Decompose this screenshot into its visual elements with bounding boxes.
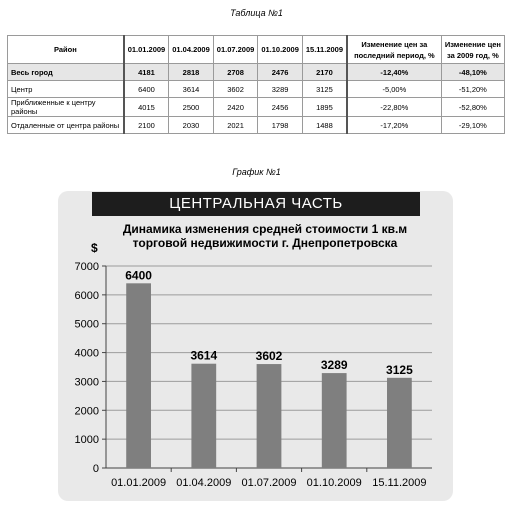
x-tick-label: 15.11.2009 [372,477,427,489]
cell-value: 2500 [169,98,214,117]
col-header-date-5: 15.11.2009 [302,36,347,64]
cell-value: 4181 [124,64,169,81]
cell-value: 2030 [169,117,214,134]
col-header-date-1: 01.01.2009 [124,36,169,64]
bar-data-label: 3614 [190,348,218,363]
cell-value: 3289 [258,81,303,98]
y-tick-label: 5000 [74,318,99,331]
cell-change-period: -17,20% [347,117,441,134]
chart-title: Динамика изменения средней стоимости 1 кв.м торговой недвижимости г. Днепропетровска [122,222,408,250]
cell-value: 2100 [124,117,169,134]
row-name: Весь город [8,64,124,81]
x-tick-label: 01.01.2009 [111,477,167,489]
x-tick-label: 01.04.2009 [176,477,232,489]
col-header-change-period: Изменение цен за последний период, % [347,36,441,64]
cell-change-year: -48,10% [441,64,504,81]
cell-value: 3614 [169,81,214,98]
x-tick-label: 01.10.2009 [306,477,362,489]
bar [191,364,216,468]
y-tick-label: 0 [92,463,99,475]
y-tick-label: 1000 [74,434,99,447]
cell-value: 2456 [258,98,303,117]
y-tick-label: 3000 [74,376,99,389]
cell-value: 2021 [213,117,258,134]
col-header-date-3: 01.07.2009 [213,36,258,64]
cell-value: 6400 [124,81,169,98]
bar [387,378,412,468]
y-axis-label: $ [91,241,98,255]
col-header-date-2: 01.04.2009 [169,36,214,64]
chart-caption: График №1 [232,167,281,177]
bar-data-label: 6400 [125,268,152,283]
col-header-district: Район [8,36,124,64]
y-tick-label: 2000 [74,405,99,418]
bar [257,364,282,468]
bar-data-label: 3289 [320,358,348,373]
row-name: Центр [8,81,124,98]
cell-change-year: -29,10% [441,117,504,134]
bar [126,283,151,468]
chart-banner: ЦЕНТРАЛЬНАЯ ЧАСТЬ [92,192,420,216]
cell-value: 2708 [213,64,258,81]
y-tick-label: 4000 [74,347,99,360]
row-name: Отдаленные от центра районы [8,117,124,134]
col-header-change-year: Изменение цен за 2009 год, % [441,36,504,64]
cell-change-period: -12,40% [347,64,441,81]
cell-value: 1895 [302,98,347,117]
bar [322,373,347,468]
cell-change-year: -52,80% [441,98,504,117]
x-tick-label: 01.07.2009 [241,477,297,489]
cell-change-period: -22,80% [347,98,441,117]
cell-value: 2476 [258,64,303,81]
table-caption: Таблица №1 [230,8,283,18]
row-name: Приближенные к центру районы [8,98,124,117]
y-tick-label: 7000 [74,261,99,273]
cell-value: 2170 [302,64,347,81]
y-tick-label: 6000 [74,289,99,302]
bar-data-label: 3125 [386,362,413,377]
cell-value: 1488 [302,117,347,134]
cell-value: 4015 [124,98,169,117]
col-header-date-4: 01.10.2009 [258,36,303,64]
cell-value: 3125 [302,81,347,98]
cell-value: 1798 [258,117,303,134]
bar-data-label: 3602 [255,349,283,364]
cell-value: 2420 [213,98,258,117]
cell-change-year: -51,20% [441,81,504,98]
cell-change-period: -5,00% [347,81,441,98]
cell-value: 2818 [169,64,214,81]
cell-value: 3602 [213,81,258,98]
